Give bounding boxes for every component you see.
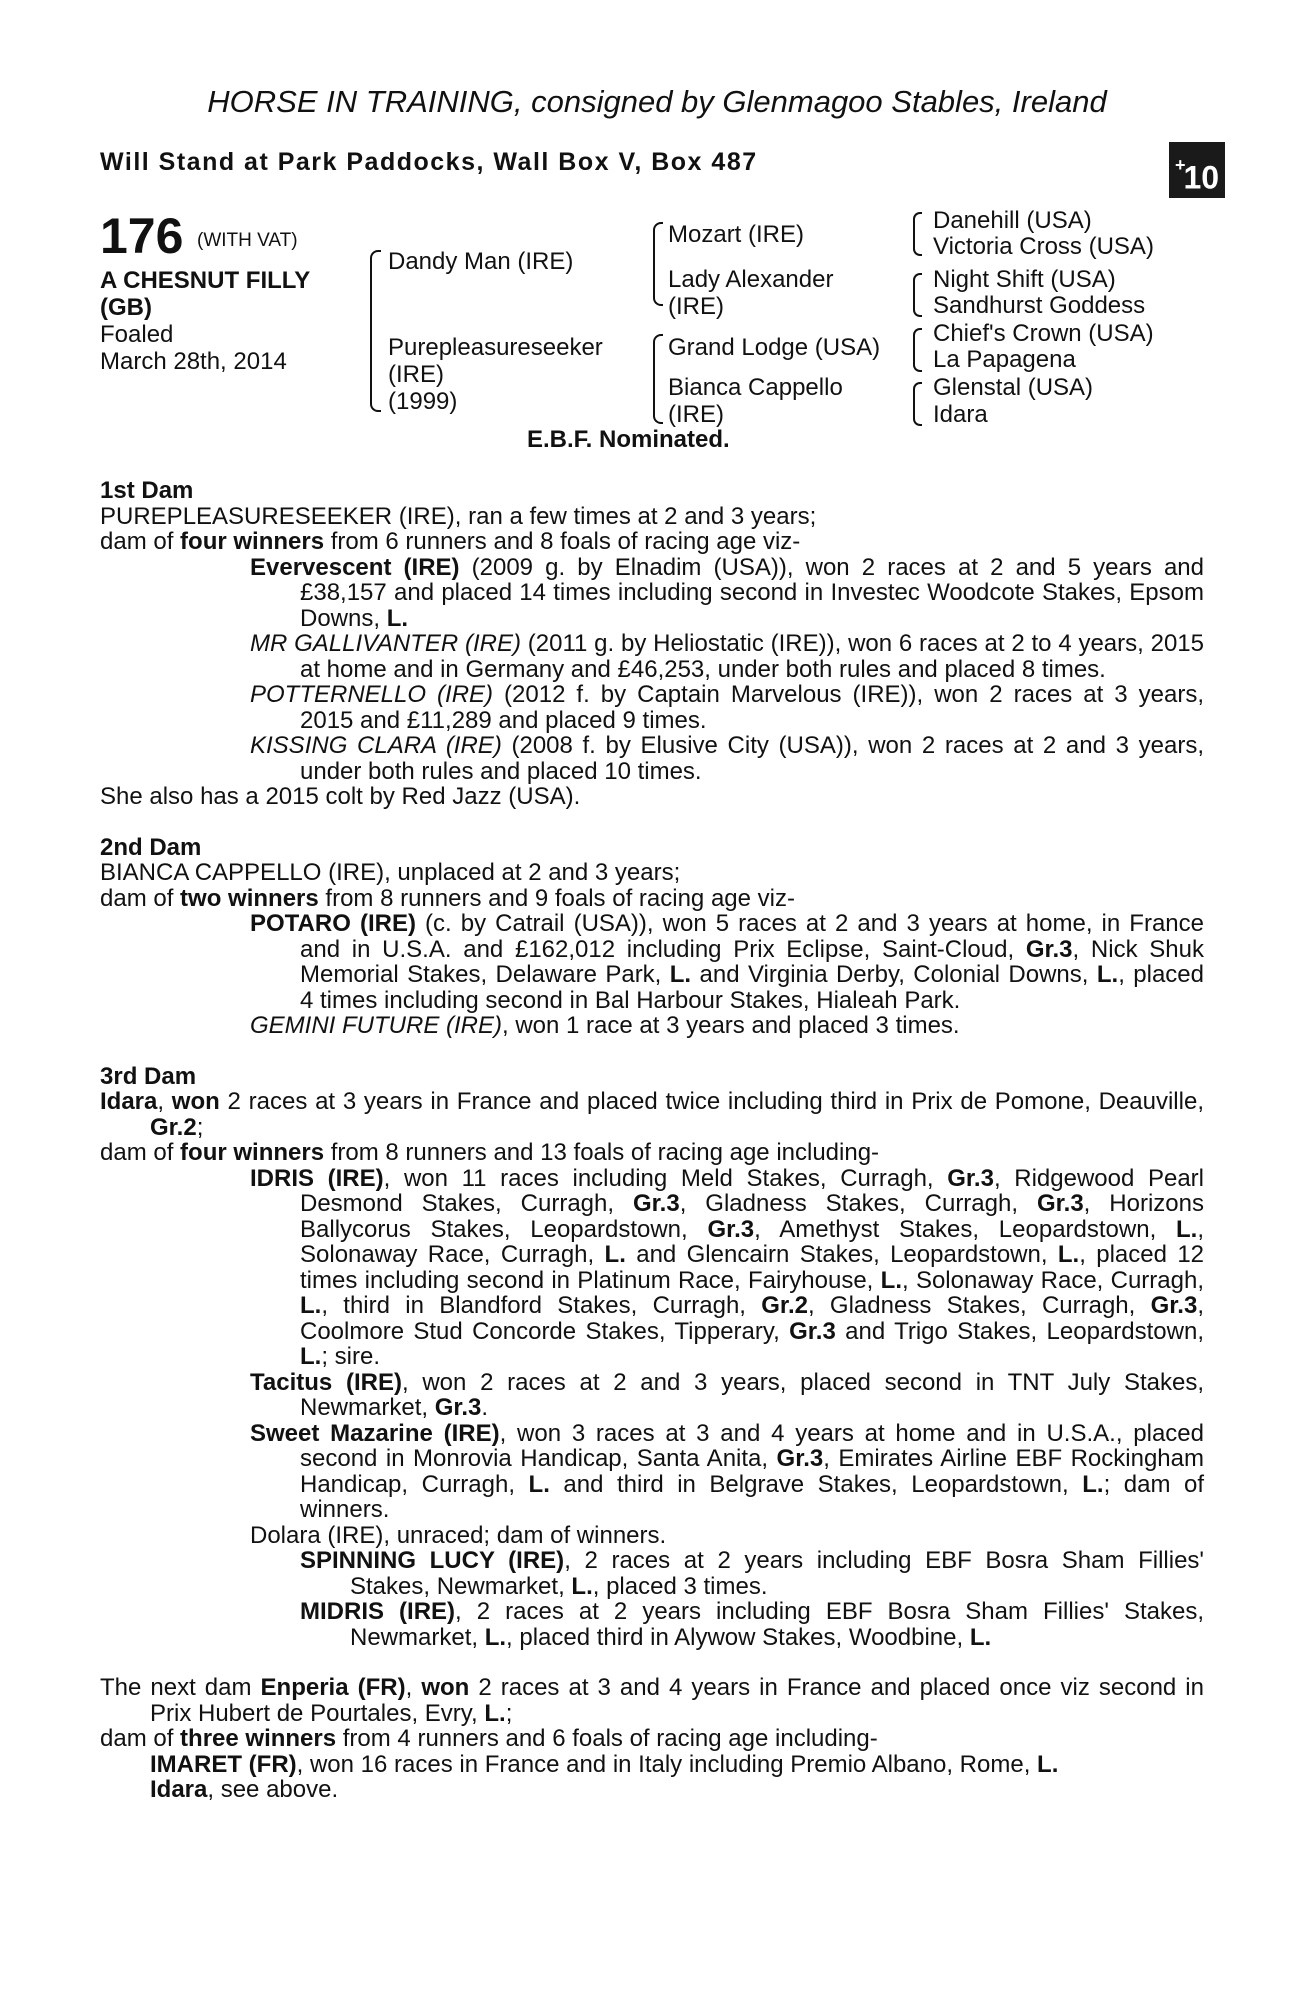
entry-text: , placed 4 times including second in Bal Harbour Stakes, Hialeah Park. bbox=[300, 961, 1205, 1014]
group-mark: Gr.3 bbox=[789, 1317, 836, 1345]
group-mark: Gr.3 bbox=[632, 1190, 680, 1217]
listed-mark: L. bbox=[1096, 961, 1119, 988]
entry-text: and Trigo Stakes, Leopardstown, bbox=[835, 1317, 1204, 1345]
third-dam-heading: 3rd Dam bbox=[100, 1062, 197, 1090]
second-dam-heading: 2nd Dam bbox=[100, 833, 202, 861]
entry-text: (2012 f. by Captain Marvelous (IRE)), won 2 races at 3 years, 2015 and £11,289 and placed 9 times. bbox=[300, 681, 1205, 734]
produce-entry bbox=[100, 682, 1204, 733]
pedigree-sss: Danehill (USA) bbox=[933, 207, 1092, 234]
pedigree-sire: Dandy Man (IRE) bbox=[388, 248, 574, 275]
listed-mark: L. bbox=[1057, 1241, 1080, 1268]
winners-count: three winners bbox=[180, 1725, 337, 1752]
second-dam-intro: BIANCA CAPPELLO (IRE), unplaced at 2 and 3 years; bbox=[100, 859, 681, 886]
entry-text: ; dam of winners. bbox=[300, 1470, 1205, 1523]
group-mark: Gr.2 bbox=[761, 1292, 808, 1319]
dam-of-rest: from 8 runners and 13 foals of racing age including- bbox=[324, 1139, 880, 1166]
lot-origin: (GB) bbox=[100, 294, 152, 321]
entry-text: , Ridgewood Pearl Desmond Stakes, Curragh, bbox=[300, 1164, 1204, 1217]
pedigree-dam-year: (1999) bbox=[388, 388, 458, 415]
entry-text: , Gladness Stakes, Curragh, bbox=[807, 1292, 1151, 1319]
pedigree-brace-dam bbox=[653, 334, 663, 424]
produce-entry bbox=[100, 1752, 1204, 1778]
group-mark: Gr.3 bbox=[1025, 935, 1073, 963]
entry-text: (2009 g. by Elnadim (USA)), won 2 races at 2 and 5 years and £38,157 and placed 14 times including second in Investec Woodcote Stakes, Epsom Downs, bbox=[300, 553, 1204, 632]
listed-mark: L. bbox=[528, 1470, 550, 1498]
dam-of-rest: from 6 runners and 8 foals of racing age viz- bbox=[324, 528, 801, 555]
listed-mark: L. bbox=[386, 604, 409, 632]
foaled-label: Foaled bbox=[100, 321, 174, 348]
group-mark: Gr.3 bbox=[1150, 1292, 1198, 1319]
first-dam-also: She also has a 2015 colt by Red Jazz (USA). bbox=[100, 783, 581, 810]
next-dam-intro bbox=[100, 1675, 1204, 1726]
dam-of-text: dam of bbox=[100, 528, 181, 555]
pedigree-brace-ds bbox=[913, 328, 922, 372]
horse-name: Enperia (FR) bbox=[260, 1674, 406, 1701]
winners-count: four winners bbox=[180, 1139, 325, 1166]
entry-text: and Virginia Derby, Colonial Downs, bbox=[691, 961, 1097, 988]
entry-text: , Solonaway Race, Curragh, bbox=[901, 1266, 1205, 1294]
produce-entry bbox=[100, 911, 1204, 1013]
lot-description: A CHESNUT FILLY bbox=[100, 267, 311, 294]
pedigree-dds: Glenstal (USA) bbox=[933, 374, 1094, 401]
produce-entry bbox=[100, 1166, 1204, 1370]
winners-count: four winners bbox=[180, 528, 325, 555]
entry-text: , Nick Shuk Memorial Stakes, Delaware Park, bbox=[300, 935, 1204, 988]
group-mark: Gr.3 bbox=[707, 1215, 755, 1243]
first-dam-heading: 1st Dam bbox=[100, 477, 194, 504]
entry-text: 2 races at 3 and 4 years in France and placed once viz second in Prix Hubert de Pourtales, Evry, bbox=[150, 1674, 1204, 1727]
vat-note: (WITH VAT) bbox=[197, 230, 298, 251]
entry-text: , won 2 races at 2 and 3 years, placed second in TNT July Stakes, Newmarket, bbox=[300, 1368, 1204, 1421]
dam-of-text: dam of bbox=[100, 1725, 181, 1752]
ebf-nominated: E.B.F. Nominated. bbox=[527, 426, 730, 453]
horse-name: MR GALLIVANTER (IRE) bbox=[250, 630, 521, 657]
listed-mark: L. bbox=[969, 1623, 992, 1651]
entry-text: , placed 3 times. bbox=[592, 1572, 768, 1600]
listed-mark: L. bbox=[1176, 1215, 1198, 1243]
produce-entry bbox=[100, 1548, 1204, 1599]
second-dam-dam-of bbox=[100, 886, 1204, 912]
entry-text: . bbox=[481, 1394, 489, 1421]
dam-of-text: dam of bbox=[100, 884, 181, 912]
pedigree-dam-sire: Grand Lodge (USA) bbox=[668, 334, 881, 361]
horse-name: IDRIS (IRE) bbox=[250, 1164, 384, 1192]
horse-name: POTTERNELLO (IRE) bbox=[250, 681, 494, 708]
entry-text: , see above. bbox=[207, 1776, 339, 1803]
entry-text: , bbox=[405, 1674, 422, 1701]
entry-text: , won 1 race at 3 years and placed 3 times. bbox=[502, 1012, 960, 1039]
produce-entry bbox=[100, 1599, 1204, 1650]
pedigree-dss: Chief's Crown (USA) bbox=[933, 320, 1154, 347]
entry-text: , placed 12 times including second in Platinum Race, Fairyhouse, bbox=[300, 1241, 1205, 1294]
group-mark: Gr.3 bbox=[776, 1445, 824, 1472]
entry-text: and third in Belgrave Stakes, Leopardstown, bbox=[549, 1470, 1083, 1498]
pedigree-dsd: La Papagena bbox=[933, 346, 1076, 373]
horse-name: GEMINI FUTURE (IRE) bbox=[250, 1012, 502, 1039]
badge-number: 10 bbox=[1183, 159, 1220, 196]
pedigree-brace-main bbox=[370, 250, 381, 412]
horse-name: SPINNING LUCY (IRE) bbox=[300, 1547, 565, 1574]
pedigree-brace-sd bbox=[913, 273, 922, 317]
produce-entry bbox=[100, 1370, 1204, 1421]
pedigree-dam-origin: (IRE) bbox=[388, 361, 444, 388]
group-mark: Gr.2 bbox=[150, 1113, 197, 1141]
horse-name: MIDRIS (IRE) bbox=[300, 1598, 456, 1625]
dam-of-rest: from 8 runners and 9 foals of racing age viz- bbox=[318, 884, 795, 912]
pedigree-ssd: Victoria Cross (USA) bbox=[933, 233, 1154, 260]
first-dam-intro: PUREPLEASURESEEKER (IRE), ran a few times at 2 and 3 years; bbox=[100, 502, 817, 530]
pedigree-notes bbox=[100, 478, 1204, 1803]
pedigree-sire-dam-origin: (IRE) bbox=[668, 293, 724, 320]
won-mark: won bbox=[421, 1674, 470, 1701]
horse-name: Sweet Mazarine (IRE) bbox=[250, 1419, 500, 1447]
entry-text: , won 11 races including Meld Stakes, Curragh, bbox=[383, 1164, 948, 1192]
listed-mark: L. bbox=[300, 1343, 322, 1370]
listed-mark: L. bbox=[484, 1699, 506, 1727]
produce-entry bbox=[100, 733, 1204, 784]
entry-text: (2011 g. by Heliostatic (IRE)), won 6 races at 2 to 4 years, 2015 at home and in Germany and £46,253, under both rules and placed 8 times. bbox=[300, 630, 1204, 683]
horse-name: Idara bbox=[100, 1088, 158, 1115]
dam-of-rest: from 4 runners and 6 foals of racing age including- bbox=[336, 1725, 878, 1752]
listed-mark: L. bbox=[669, 961, 692, 988]
listed-mark: L. bbox=[484, 1623, 507, 1651]
won-mark: won bbox=[171, 1088, 220, 1115]
produce-entry bbox=[100, 1777, 1204, 1803]
entry-text: (c. by Catrail (USA)), won 5 races at 2 and 3 years at home, in France and in U.S.A. and £162,012 including Prix Eclipse, Saint-Cloud, bbox=[300, 910, 1205, 963]
badge-plus: + bbox=[1174, 155, 1186, 175]
entry-text: , Horizons Ballycorus Stakes, Leopardstown, bbox=[300, 1190, 1204, 1243]
listed-mark: L. bbox=[880, 1266, 902, 1294]
horse-name: KISSING CLARA (IRE) bbox=[250, 732, 502, 759]
entry-text: , 2 races at 2 years including EBF Bosra Sham Fillies' Stakes, Newmarket, bbox=[350, 1598, 1205, 1651]
produce-entry bbox=[100, 1013, 1204, 1039]
produce-entry bbox=[100, 631, 1204, 682]
third-dam-dam-of bbox=[100, 1140, 1204, 1166]
produce-entry bbox=[100, 1421, 1204, 1523]
pedigree-dam: Purepleasureseeker bbox=[388, 334, 603, 361]
entry-text: , placed third in Alywow Stakes, Woodbine, bbox=[506, 1623, 970, 1651]
group-mark: Gr.3 bbox=[434, 1394, 482, 1421]
horse-name: POTARO (IRE) bbox=[250, 910, 416, 937]
produce-entry bbox=[100, 555, 1204, 632]
pedigree-brace-dd bbox=[913, 382, 922, 426]
pedigree-sire-sire: Mozart (IRE) bbox=[668, 221, 805, 248]
entry-text: ; bbox=[196, 1113, 204, 1141]
group-mark: Gr.3 bbox=[1036, 1190, 1084, 1217]
pedigree-brace-sire bbox=[653, 222, 663, 306]
horse-name: Evervescent (IRE) bbox=[250, 553, 460, 581]
pedigree-ddd: Idara bbox=[933, 401, 988, 428]
horse-name: Tacitus (IRE) bbox=[250, 1368, 402, 1396]
catalogue-header: HORSE IN TRAINING, consigned by Glenmagoo Stables, Ireland bbox=[207, 84, 1107, 119]
entry-text: , won 3 races at 3 and 4 years at home and in U.S.A., placed second in Monrovia Handicap, Santa Anita, bbox=[300, 1419, 1204, 1472]
dam-of-text: dam of bbox=[100, 1139, 181, 1166]
foaled-date: March 28th, 2014 bbox=[100, 348, 287, 375]
next-dam-dam-of bbox=[100, 1726, 1204, 1752]
listed-mark: L. bbox=[604, 1241, 626, 1268]
horse-name: IMARET (FR) bbox=[150, 1750, 297, 1778]
entry-text: , won 16 races in France and in Italy including Premio Albano, Rome, bbox=[296, 1750, 1038, 1778]
lot-number: 176 bbox=[100, 208, 184, 264]
entry-text: ; bbox=[505, 1699, 513, 1727]
pedigree-sds: Night Shift (USA) bbox=[933, 266, 1116, 293]
entry-text: (2008 f. by Elusive City (USA)), won 2 races at 2 and 3 years, under both rules and placed 10 times. bbox=[300, 732, 1204, 785]
entry-text: The next dam bbox=[100, 1674, 261, 1701]
entry-text: , Coolmore Stud Concorde Stakes, Tipperary, bbox=[300, 1292, 1204, 1345]
entry-text: , Amethyst Stakes, Leopardstown, bbox=[754, 1215, 1176, 1243]
lot-badge bbox=[1169, 142, 1225, 198]
stand-location: Will Stand at Park Paddocks, Wall Box V, Box 487 bbox=[100, 148, 758, 176]
entry-text: , third in Blandford Stakes, Curragh, bbox=[321, 1292, 762, 1319]
entry-text: ; sire. bbox=[321, 1343, 381, 1370]
winners-count: two winners bbox=[180, 884, 319, 912]
pedigree-sire-dam: Lady Alexander bbox=[668, 266, 834, 293]
horse-name: Idara bbox=[150, 1776, 208, 1803]
pedigree-dam-dam: Bianca Cappello bbox=[668, 374, 843, 401]
entry-text: , 2 races at 2 years including EBF Bosra Sham Fillies' Stakes, Newmarket, bbox=[350, 1547, 1205, 1600]
group-mark: Gr.3 bbox=[947, 1164, 994, 1192]
listed-mark: L. bbox=[1082, 1470, 1104, 1498]
entry-text: , Gladness Stakes, Curragh, bbox=[679, 1190, 1037, 1217]
entry-text: , Emirates Airline EBF Rockingham Handicap, Curragh, bbox=[300, 1445, 1204, 1498]
pedigree-dam-dam-origin: (IRE) bbox=[668, 401, 724, 428]
pedigree-sdd: Sandhurst Goddess bbox=[933, 292, 1146, 319]
pedigree-brace-ss bbox=[913, 212, 922, 256]
listed-mark: L. bbox=[1037, 1750, 1059, 1778]
entry-text: , Solonaway Race, Curragh, bbox=[300, 1215, 1204, 1268]
first-dam-dam-of bbox=[100, 529, 1204, 555]
listed-mark: L. bbox=[300, 1292, 322, 1319]
produce-entry: Dolara (IRE), unraced; dam of winners. bbox=[250, 1521, 667, 1549]
listed-mark: L. bbox=[571, 1572, 593, 1600]
entry-text: 2 races at 3 years in France and placed twice including third in Prix de Pomone, Deauville, bbox=[219, 1088, 1204, 1115]
third-dam-intro: Idara, won 2 races at 3 years in France and placed twice including third in Prix de Pomone, Deauville, Gr.2; bbox=[100, 1088, 1204, 1141]
entry-text: and Glencairn Stakes, Leopardstown, bbox=[625, 1241, 1058, 1268]
